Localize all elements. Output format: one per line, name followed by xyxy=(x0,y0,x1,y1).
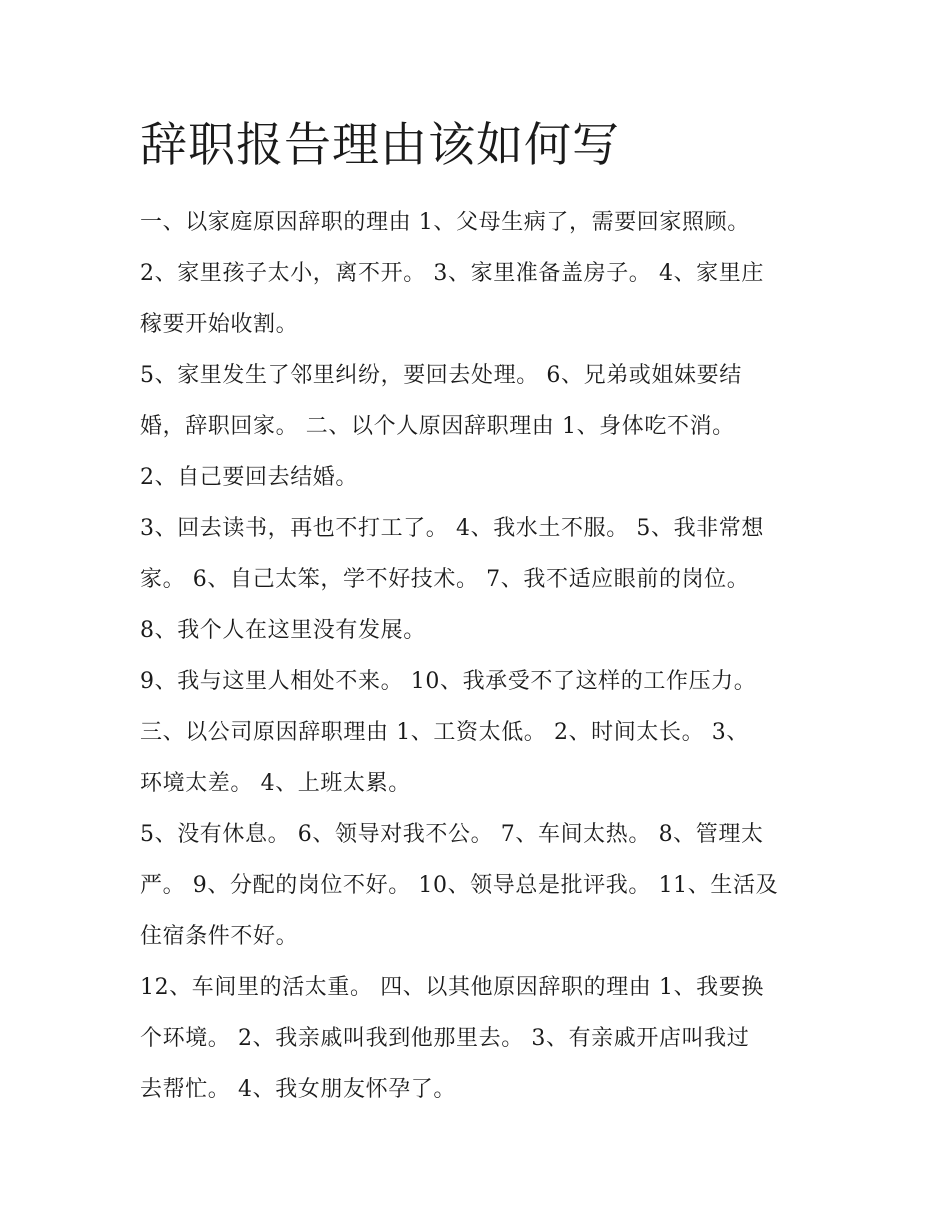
document-title: 辞职报告理由该如何写 xyxy=(140,118,620,173)
text-line: 稼要开始收割。 xyxy=(140,312,299,337)
text-line: 严。 9、分配的岗位不好。 10、领导总是批评我。 11、生活及 xyxy=(140,873,779,898)
text-line: 婚，辞职回家。 二、以个人原因辞职理由 1、身体吃不消。 xyxy=(140,414,735,439)
text-line: 住宿条件不好。 xyxy=(140,924,299,949)
text-line: 3、回去读书，再也不打工了。 4、我水土不服。 5、我非常想 xyxy=(140,516,764,541)
text-line: 8、我个人在这里没有发展。 xyxy=(140,618,426,643)
text-line: 5、没有休息。 6、领导对我不公。 7、车间太热。 8、管理太 xyxy=(140,822,764,847)
text-line: 12、车间里的活太重。 四、以其他原因辞职的理由 1、我要换 xyxy=(140,975,764,1000)
text-line: 2、自己要回去结婚。 xyxy=(140,465,358,490)
text-line: 环境太差。 4、上班太累。 xyxy=(140,771,411,796)
text-line: 去帮忙。 4、我女朋友怀孕了。 xyxy=(140,1077,456,1102)
text-line: 5、家里发生了邻里纠纷，要回去处理。 6、兄弟或姐妹要结 xyxy=(140,363,742,388)
document-body xyxy=(140,197,830,1115)
text-line: 三、以公司原因辞职理由 1、工资太低。 2、时间太长。 3、 xyxy=(140,720,749,745)
text-line: 家。 6、自己太笨，学不好技术。 7、我不适应眼前的岗位。 xyxy=(140,567,750,592)
text-line: 一、以家庭原因辞职的理由 1、父母生病了，需要回家照顾。 xyxy=(140,210,750,235)
text-line: 2、家里孩子太小，离不开。 3、家里准备盖房子。 4、家里庄 xyxy=(140,261,764,286)
text-line: 9、我与这里人相处不来。 10、我承受不了这样的工作压力。 xyxy=(140,669,757,694)
text-line: 个环境。 2、我亲戚叫我到他那里去。 3、有亲戚开店叫我过 xyxy=(140,1026,750,1051)
